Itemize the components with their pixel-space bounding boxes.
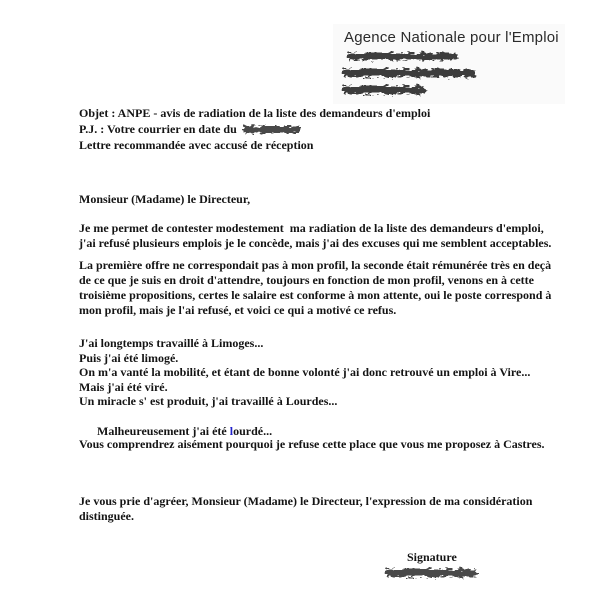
lourde-highlight-letter: l [229, 423, 234, 438]
paragraph-line: Je me permet de contester modestement ma radiation de la liste des demandeurs d'emploi, [79, 221, 544, 235]
closing-paragraph [79, 494, 532, 524]
redacted-date [242, 124, 302, 136]
pj-line-prefix: P.J. : Votre courrier en date du [79, 122, 237, 136]
letterhead [333, 24, 565, 104]
paragraph-offers [79, 258, 551, 318]
reference-block [79, 105, 430, 153]
salutation-line: Monsieur (Madame) le Directeur, [79, 192, 251, 206]
pj-line [79, 121, 430, 137]
paragraph-line: Vous comprendrez aisément pourquoi je refuse cette place que vous me proposez à Castres. [79, 437, 545, 451]
redacted-address-line-3 [340, 83, 428, 97]
paragraph-puns [79, 336, 530, 453]
paragraph-line: J'ai longtemps travaillé à Limoges... [79, 336, 264, 350]
paragraph-line: distinguée. [79, 509, 135, 523]
paragraph-intro [79, 221, 551, 251]
signature-label: Signature [407, 550, 457, 564]
paragraph-line: j'ai refusé plusieurs emplois je le concède, mais j'ai des excuses qui me semblent acceptables. [79, 236, 552, 250]
objet-line: Objet : ANPE - avis de radiation de la liste des demandeurs d'emploi [79, 106, 431, 120]
letterhead-org-name: Agence Nationale pour l'Emploi [344, 29, 559, 46]
registered-mail-line: Lettre recommandée avec accusé de réception [79, 138, 314, 152]
salutation [79, 192, 250, 207]
paragraph-line: mon profil, mais je l'ai refusé, et voici ce qui a motivé ce refus. [79, 303, 397, 317]
paragraph-line: Mais j'ai été viré. [79, 379, 168, 394]
lourde-suffix: ourdé... [233, 423, 273, 438]
paragraph-line: troisième propositions, certes le salaire est conforme à mon attente, oui le poste correspond à [79, 288, 552, 302]
paragraph-line: de ce que je suis en droit d'attendre, toujours en fonction de mon profil, venons en à cette [79, 273, 534, 287]
redacted-address-line-1 [345, 50, 460, 63]
paragraph-line: Puis j'ai été limogé. [79, 350, 179, 365]
redacted-address-line-2 [340, 66, 478, 80]
paragraph-line: La première offre ne correspondait pas à mon profil, la seconde était rémunérée très en deçà [79, 258, 552, 272]
paragraph-line: Je vous prie d'agréer, Monsieur (Madame) le Directeur, l'expression de ma considération [79, 494, 533, 508]
paragraph-refusal [79, 437, 545, 452]
lourde-prefix: Malheureusement j'ai été [97, 423, 230, 438]
paragraph-line: Un miracle s' est produit, j'ai travaillé à Lourdes... [79, 394, 338, 409]
redacted-signature [383, 566, 479, 580]
paragraph-line: On m'a vanté la mobilité, et étant de bonne volonté j'ai donc retrouvé un emploi à Vire... [79, 365, 531, 380]
